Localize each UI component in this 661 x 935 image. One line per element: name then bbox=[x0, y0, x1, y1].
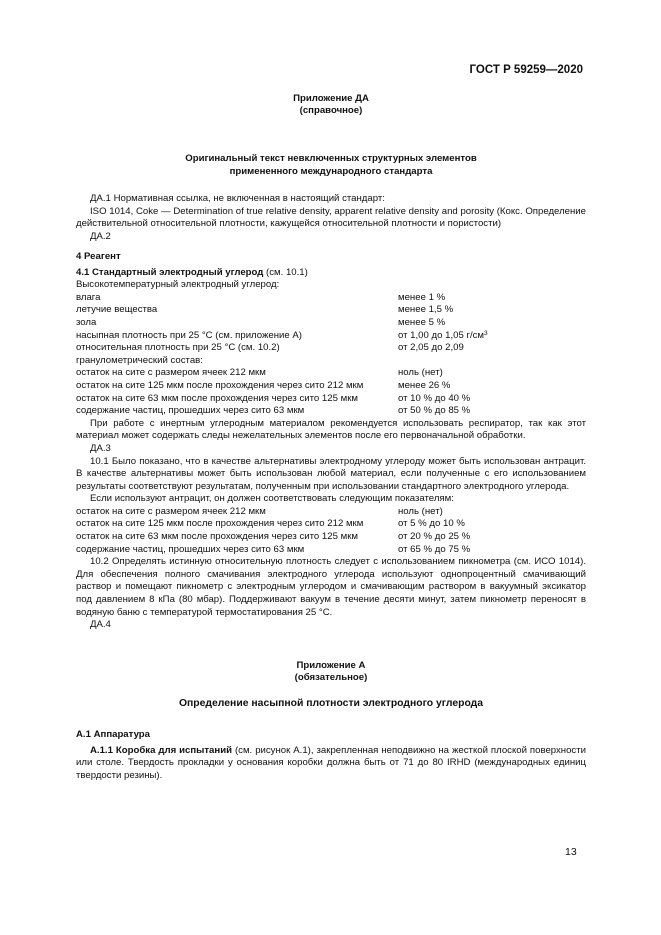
item-value-text: от 5 % до 10 % bbox=[398, 518, 465, 530]
a11-text: (см. рисунок А.1), закрепленная неподвижно на жесткой плоской поверхности или столе. Твердость прокладки у основания коробки должна быть от 71 до 80 IRHD (международных единиц твердости резины). bbox=[76, 744, 586, 781]
list-item bbox=[76, 380, 586, 393]
item-value-text: менее 1 % bbox=[398, 291, 446, 303]
item-label: гранулометрический состав: bbox=[76, 354, 203, 366]
clause-10-2: 10.2 Определять истинную относительную плотность следует с использованием пикнометра (см. ИСО 1014). Для обеспечения полного смачивания электродного углерода используют однопроцентный смачивающий раствор и помещают пикнометр с электродным углеродом и смачивающим раствором в вакуумный эксикатор под давлением 8 кПа (80 мбар). Поддерживают вакуум в течение десяти минут, затем пикнометр переносят в водяную баню с температурой термостатирования 25 °С. bbox=[76, 556, 586, 618]
item-value-text: от 2,05 до 2,09 bbox=[398, 342, 464, 354]
annex-a-heading: Определение насыпной плотности электродного углерода bbox=[178, 698, 484, 709]
anthracite-list bbox=[76, 506, 586, 556]
list-item bbox=[76, 531, 586, 544]
item-value bbox=[398, 367, 443, 380]
s41-title: 4.1 Стандартный электродный углерод bbox=[76, 266, 264, 278]
item-value-text: ноль (нет) bbox=[398, 505, 443, 517]
list-item bbox=[76, 292, 586, 305]
annex-da-title: Приложение ДА bbox=[293, 93, 369, 104]
annex-a-body bbox=[76, 729, 586, 782]
list-item bbox=[76, 367, 586, 380]
properties-list bbox=[76, 292, 586, 418]
item-value bbox=[398, 330, 488, 343]
item-label: содержание частиц, прошедших через сито 63 мкм bbox=[76, 543, 305, 555]
item-label: остаток на сите 63 мкм после прохождения через сито 125 мкм bbox=[76, 531, 358, 543]
item-value bbox=[398, 506, 443, 519]
item-value bbox=[398, 304, 453, 317]
item-label: остаток на сите с размером ячеек 212 мкм bbox=[76, 505, 266, 517]
item-value bbox=[398, 544, 470, 557]
list-item bbox=[76, 304, 586, 317]
standard-code: ГОСТ Р 59259—2020 bbox=[469, 64, 583, 76]
s41-heading bbox=[76, 267, 586, 280]
item-value bbox=[398, 518, 465, 531]
item-label: относительная плотность при 25 °С (см. 10.2) bbox=[76, 342, 280, 354]
item-value bbox=[398, 380, 450, 393]
list-item bbox=[76, 393, 586, 406]
reagent-section bbox=[76, 251, 586, 632]
item-value-text: от 50 % до 85 % bbox=[398, 405, 471, 417]
page-number: 13 bbox=[565, 846, 577, 858]
da2-label: ДА.2 bbox=[90, 230, 111, 242]
item-value bbox=[398, 317, 445, 330]
item-label: летучие вещества bbox=[76, 304, 158, 316]
clause-10-1: 10.1 Было показано, что в качестве альтернативы электродному углероду может быть использован антрацит. В качестве альтернативы может быть использован любой материал, если полученные с его использованием результаты соответствуют результатам, полученным при использовании стандартного электродного углерода. bbox=[76, 455, 586, 492]
list-item bbox=[76, 355, 586, 368]
list-item bbox=[76, 317, 586, 330]
reagent-heading: 4 Реагент bbox=[76, 251, 121, 262]
annex-da-heading-line1: Оригинальный текст невключенных структурных элементов bbox=[185, 153, 477, 164]
item-value bbox=[398, 531, 470, 544]
annex-da-status: (справочное) bbox=[299, 105, 363, 116]
list-item bbox=[76, 506, 586, 519]
item-value-text: от 1,00 до 1,05 г/см bbox=[398, 329, 485, 341]
annex-a-title: Приложение А bbox=[296, 660, 366, 671]
list-item bbox=[76, 544, 586, 557]
list-item bbox=[76, 518, 586, 531]
item-label: насыпная плотность при 25 °С (см. приложение А) bbox=[76, 329, 302, 341]
item-value-text: менее 26 % bbox=[398, 379, 451, 391]
item-value-text: от 20 % до 25 % bbox=[398, 531, 471, 543]
anthracite-intro: Если используют антрацит, он должен соответствовать следующим показателям: bbox=[90, 493, 454, 505]
item-value-text: менее 1,5 % bbox=[398, 304, 454, 316]
inert-material-note: При работе с инертным углеродным материалом рекомендуется использовать респиратор, так как этот материал может содержать следы нежелательных элементов после его первоначальной обработки. bbox=[76, 417, 586, 442]
s41-intro: Высокотемпературный электродный углерод: bbox=[76, 279, 280, 291]
s41-ref: (см. 10.1) bbox=[263, 266, 308, 278]
item-label: остаток на сите 125 мкм после прохождения через сито 212 мкм bbox=[76, 379, 364, 391]
item-label: содержание частиц, прошедших через сито 63 мкм bbox=[76, 405, 305, 417]
annex-da-heading-line2: примененного международного стандарта bbox=[229, 166, 433, 177]
item-value-text: ноль (нет) bbox=[398, 367, 443, 379]
item-value-text: менее 5 % bbox=[398, 316, 446, 328]
annex-a-status: (обязательное) bbox=[294, 672, 368, 683]
list-item bbox=[76, 405, 586, 418]
da1-iso-reference: ISO 1014, Coke — Determination of true relative density, apparent relative density and porosity (Кокс. Определение действительной относительной плотности, кажущейся относительной плотности и пористости) bbox=[76, 205, 586, 230]
item-value-superscript: 3 bbox=[484, 329, 488, 337]
da3-label: ДА.3 bbox=[90, 442, 111, 454]
item-label: остаток на сите 125 мкм после прохождения через сито 212 мкм bbox=[76, 518, 364, 530]
item-value-text: от 10 % до 40 % bbox=[398, 392, 471, 404]
list-item bbox=[76, 342, 586, 355]
item-value-text: от 65 % до 75 % bbox=[398, 543, 471, 555]
item-value bbox=[398, 292, 445, 305]
item-value bbox=[398, 342, 464, 355]
a1-heading: А.1 Аппаратура bbox=[76, 729, 150, 740]
a11-title: А.1.1 Коробка для испытаний bbox=[90, 744, 232, 756]
da4-label: ДА.4 bbox=[90, 619, 111, 631]
item-label: остаток на сите 63 мкм после прохождения через сито 125 мкм bbox=[76, 392, 358, 404]
da1-intro: ДА.1 Нормативная ссылка, не включенная в настоящий стандарт: bbox=[90, 193, 385, 204]
item-value bbox=[398, 393, 470, 406]
item-label: зола bbox=[76, 316, 97, 328]
da-section bbox=[76, 193, 586, 243]
list-item bbox=[76, 330, 586, 343]
item-value bbox=[398, 405, 470, 418]
a11-paragraph bbox=[76, 745, 586, 783]
item-label: остаток на сите с размером ячеек 212 мкм bbox=[76, 367, 266, 379]
item-label: влага bbox=[76, 291, 101, 303]
